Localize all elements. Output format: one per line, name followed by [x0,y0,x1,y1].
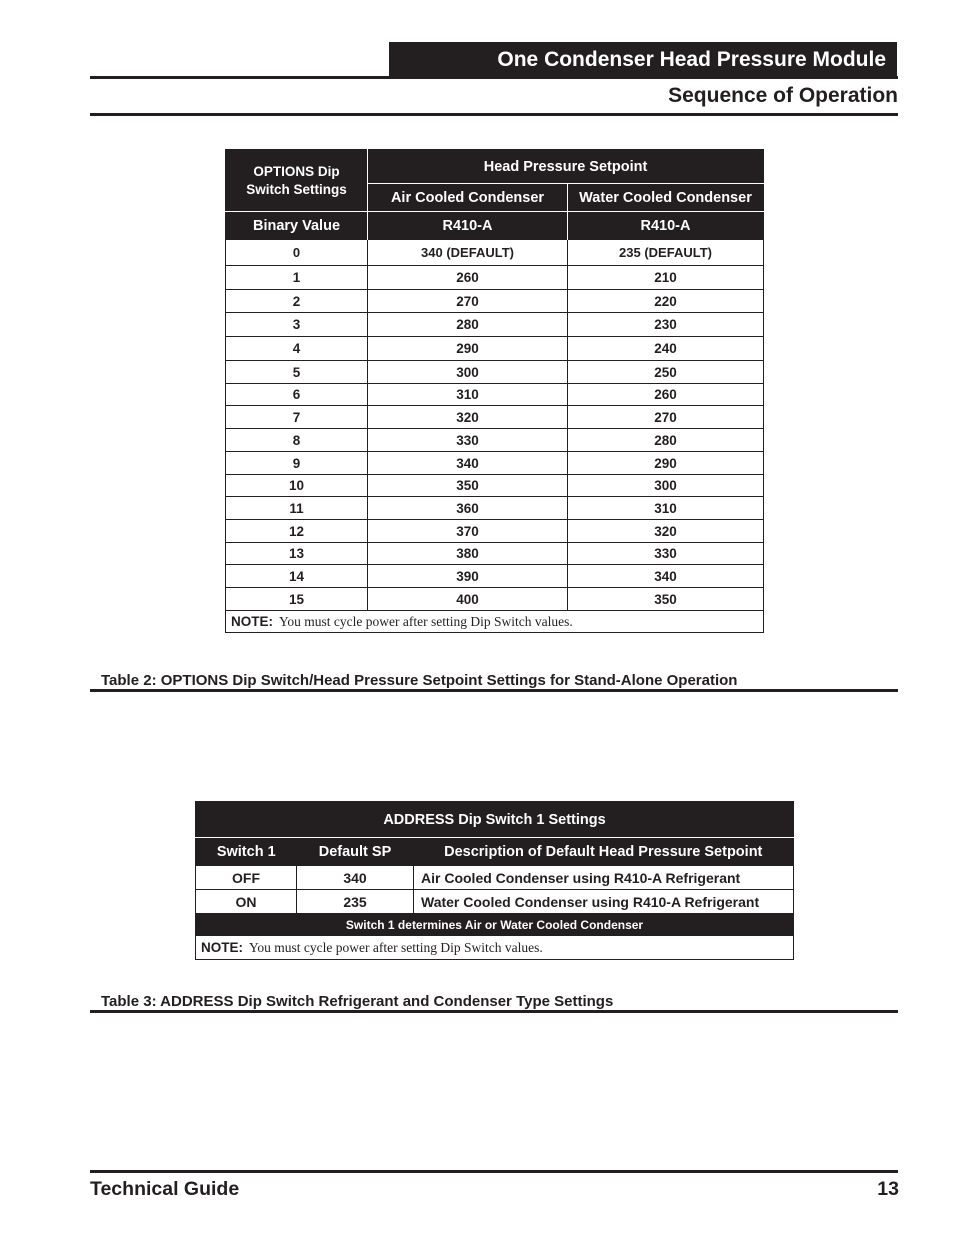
air-cooled-setpoint-cell: 330 [368,429,568,452]
air-cooled-setpoint-cell: 350 [368,475,568,497]
air-cooled-setpoint-cell: 290 [368,337,568,361]
binary-value-cell: 0 [226,240,368,266]
water-cooled-setpoint-cell: 235 (DEFAULT) [568,240,764,266]
table-row [226,240,764,266]
table-row [226,475,764,497]
footer-rule [90,1170,898,1173]
air-cooled-setpoint-cell: 270 [368,290,568,313]
address-dip-switch-title: ADDRESS Dip Switch 1 Settings [196,802,794,838]
binary-value-cell: 15 [226,588,368,611]
air-cooled-setpoint-cell: 400 [368,588,568,611]
description-cell: Water Cooled Condenser using R410-A Refrigerant [414,890,794,914]
binary-value-cell: 13 [226,543,368,565]
air-refrigerant-header: R410-A [368,212,568,240]
table-row [226,290,764,313]
table2-note [226,611,764,633]
table2-note-label: NOTE: [231,613,273,629]
water-cooled-setpoint-cell: 340 [568,565,764,588]
air-cooled-setpoint-cell: 370 [368,520,568,543]
water-cooled-setpoint-cell: 290 [568,452,764,475]
table2-caption: Table 2: OPTIONS Dip Switch/Head Pressure Setpoint Settings for Stand-Alone Operation [101,672,738,689]
binary-value-cell: 12 [226,520,368,543]
water-cooled-setpoint-cell: 260 [568,384,764,406]
water-cooled-setpoint-cell: 250 [568,361,764,384]
air-cooled-setpoint-cell: 300 [368,361,568,384]
description-header: Description of Default Head Pressure Setpoint [414,838,794,866]
air-cooled-setpoint-cell: 310 [368,384,568,406]
table-row [226,429,764,452]
table-row [226,565,764,588]
table3-note-text: You must cycle power after setting Dip Switch values. [249,939,543,955]
air-cooled-setpoint-cell: 340 [368,452,568,475]
air-cooled-setpoint-cell: 260 [368,266,568,290]
binary-value-cell: 10 [226,475,368,497]
water-cooled-setpoint-cell: 210 [568,266,764,290]
binary-value-cell: 6 [226,384,368,406]
binary-value-header: Binary Value [226,212,368,240]
table-row [226,452,764,475]
table2-caption-rule [90,689,898,692]
table-row [226,337,764,361]
switch1-cell: ON [196,890,297,914]
table-row [196,866,794,890]
table3-note-label: NOTE: [201,939,243,955]
water-cooled-setpoint-cell: 330 [568,543,764,565]
table3-caption: Table 3: ADDRESS Dip Switch Refrigerant and Condenser Type Settings [101,993,614,1010]
header-rule-bottom [90,113,898,116]
binary-value-cell: 11 [226,497,368,520]
air-cooled-setpoint-cell: 380 [368,543,568,565]
binary-value-cell: 14 [226,565,368,588]
address-dip-switch-table [195,801,794,960]
default-sp-cell: 235 [297,890,414,914]
binary-value-cell: 5 [226,361,368,384]
water-cooled-setpoint-cell: 220 [568,290,764,313]
water-refrigerant-header: R410-A [568,212,764,240]
section-title: Sequence of Operation [668,84,898,107]
water-cooled-setpoint-cell: 230 [568,313,764,337]
table3-footer: Switch 1 determines Air or Water Cooled Condenser [196,914,794,936]
binary-value-cell: 1 [226,266,368,290]
water-cooled-setpoint-cell: 300 [568,475,764,497]
binary-value-cell: 3 [226,313,368,337]
table-row [226,588,764,611]
footer-guide-label: Technical Guide [90,1178,240,1200]
binary-value-cell: 7 [226,406,368,429]
air-cooled-setpoint-cell: 390 [368,565,568,588]
default-sp-header: Default SP [297,838,414,866]
binary-value-cell: 2 [226,290,368,313]
water-cooled-setpoint-cell: 310 [568,497,764,520]
table-row [226,266,764,290]
document-title: One Condenser Head Pressure Module [389,42,897,77]
air-cooled-header: Air Cooled Condenser [368,184,568,212]
table-row [226,361,764,384]
water-cooled-setpoint-cell: 350 [568,588,764,611]
table-row [226,384,764,406]
table-row [226,543,764,565]
water-cooled-header: Water Cooled Condenser [568,184,764,212]
options-dip-switch-table [225,149,764,633]
binary-value-cell: 8 [226,429,368,452]
air-cooled-setpoint-cell: 360 [368,497,568,520]
water-cooled-setpoint-cell: 320 [568,520,764,543]
switch1-header: Switch 1 [196,838,297,866]
water-cooled-setpoint-cell: 270 [568,406,764,429]
table3-caption-rule [90,1010,898,1013]
table3-note [196,936,794,960]
table-row [226,313,764,337]
page-number: 13 [877,1178,899,1200]
table-row [196,890,794,914]
binary-value-cell: 9 [226,452,368,475]
header-rule-top [90,76,898,79]
head-pressure-setpoint-header: Head Pressure Setpoint [368,150,764,184]
table-row [226,497,764,520]
air-cooled-setpoint-cell: 340 (DEFAULT) [368,240,568,266]
description-cell: Air Cooled Condenser using R410-A Refrigerant [414,866,794,890]
air-cooled-setpoint-cell: 320 [368,406,568,429]
water-cooled-setpoint-cell: 280 [568,429,764,452]
switch1-cell: OFF [196,866,297,890]
water-cooled-setpoint-cell: 240 [568,337,764,361]
binary-value-cell: 4 [226,337,368,361]
options-dip-header: OPTIONS Dip Switch Settings [226,150,368,212]
default-sp-cell: 340 [297,866,414,890]
table-row [226,406,764,429]
table-row [226,520,764,543]
table2-note-text: You must cycle power after setting Dip Switch values. [279,613,573,629]
air-cooled-setpoint-cell: 280 [368,313,568,337]
